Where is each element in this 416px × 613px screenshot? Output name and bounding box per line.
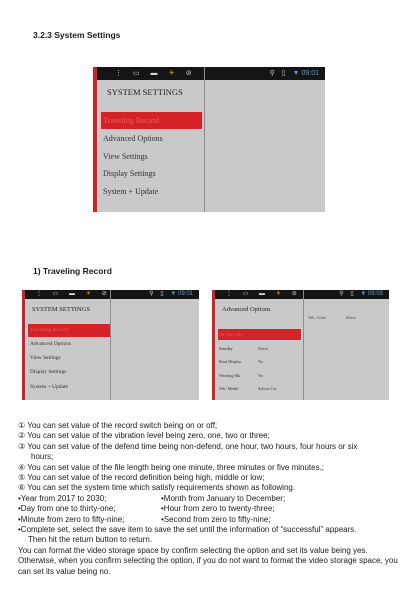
option-all-video-rec[interactable]: All Video Rec [218,329,257,340]
menu-item-system-update[interactable]: System + Update [30,384,68,390]
menu-title: SYSTEM SETTINGS [32,306,90,313]
section-title: 3.2.3 System Settings [33,30,121,40]
option-veh-model-value: Saloon Car [258,386,277,391]
menu-item-advanced-options[interactable]: Advanced Options [30,341,72,347]
status-bar [93,67,325,80]
window-icon: ▭ [52,291,59,297]
no-entry-icon: ⊘ [185,70,192,77]
day-range: •Day from one to thirty-one; [18,504,116,514]
option-veh-model[interactable]: Veh. Model [219,386,239,391]
menu-item-view-settings[interactable]: View Settings [30,355,61,361]
time-range-row [18,515,398,525]
menu-dots-icon: ⋮ [115,70,122,77]
second-range: •Second from zero to fifty-nine; [161,514,271,524]
location-icon: ⚲ [339,291,344,297]
wifi-icon: ▼ [360,291,367,297]
menu-item-display-settings[interactable]: Display Settings [103,169,156,178]
menu-item-system-update[interactable]: System + Update [103,187,159,196]
option-boot-display[interactable]: Boot Display [219,359,242,364]
location-icon: ⚲ [269,70,275,77]
system-settings-screenshot [93,67,325,212]
menu-title: Advanced Options [222,306,271,313]
no-entry-icon: ⊘ [291,291,297,297]
option-standby[interactable]: Standby [219,346,233,351]
accent-bar [22,290,25,400]
status-bar [212,290,389,299]
hour-range: •Hour from zero to twenty-three; [161,504,275,514]
status-time: 09:03 [367,291,383,297]
time-range-row [18,494,398,504]
instruction-file-length: ④ You can set value of the file length being one minute, three minutes or five minutes.; [18,462,325,472]
window-icon: ▭ [132,70,140,77]
advanced-options-screenshot [212,290,389,400]
menu-item-traveling-record[interactable]: Traveling Record [28,324,110,337]
instructions [18,421,398,577]
instruction-defend-time: ③ You can set value of the defend time being non-defend, one hour, two hours, four hours or six [18,441,358,451]
sun-icon: ☀ [168,70,175,77]
battery-icon: ▯ [160,291,164,297]
instruction-vibration-level: ② You can set value of the vibration level being zero, one, two or three; [18,431,270,441]
no-entry-icon: ⊘ [101,291,107,297]
instruction-defend-time-cont: hours; [31,452,54,462]
instruction-record-switch: ① You can set value of the record switch being on or off; [18,421,218,430]
subsection-title: 1) Traveling Record [33,266,112,276]
veh-color-value: Silver [346,315,357,320]
menu-title: SYSTEM SETTINGS [107,87,183,97]
menu-dots-icon: ⋮ [226,291,232,297]
selected-value-box[interactable] [256,329,301,340]
menu-item-advanced-options[interactable]: Advanced Options [103,134,163,143]
window-icon: ▭ [242,291,249,297]
menu-dots-icon: ⋮ [36,291,42,297]
panel-divider [204,67,205,212]
location-icon: ⚲ [149,291,154,297]
status-time: 09:01 [301,70,319,77]
wifi-icon: ▼ [170,291,177,297]
panel-divider [110,290,111,400]
accent-bar [93,67,97,212]
menu-item-view-settings[interactable]: View Settings [103,152,148,161]
instruction-format-storage: You can format the video storage space by confirm selecting the option and set its value being yes. Otherwise, when you confirm selecting the option, if you do not want to format the video storage space, you can set its value being no. [18,545,398,576]
sun-icon: ☀ [85,291,92,297]
status-time: 09:01 [177,291,193,297]
traveling-record-screenshot [22,290,199,400]
image-icon: ▬ [69,291,76,297]
time-range-row [18,504,398,514]
accent-bar [212,290,215,400]
option-standby-value: Never [258,346,269,351]
wifi-icon: ▼ [292,70,300,77]
battery-icon: ▯ [350,291,354,297]
menu-item-traveling-record[interactable]: Traveling Record [101,112,202,129]
instruction-record-definition: ⑤ You can set value of the record definition being high, middle or low; [18,473,265,483]
option-boot-display-value: No [258,359,264,364]
battery-icon: ▯ [281,70,286,77]
month-range: •Month from January to December; [161,493,286,503]
menu-item-display-settings[interactable]: Display Settings [30,369,67,375]
instruction-system-time: ⑥ You can set the system time which satisfy requirements shown as following. [18,483,296,493]
instruction-complete-set-cont: Then hit the return button to return. [28,535,153,545]
image-icon: ▬ [259,291,266,297]
sun-icon: ☀ [275,291,282,297]
image-icon: ▬ [150,70,158,77]
year-range: •Year from 2017 to 2030; [18,493,107,503]
veh-color-label: Veh. Color [308,315,327,320]
minute-range: •Minute from zero to fifty-nine; [18,514,125,524]
option-warning-mu-value: No [258,373,264,378]
instruction-complete-set: •Complete set, select the save item to save the set until the information of “successful” appears. [18,525,357,535]
option-warning-mu[interactable]: Warning Mu [219,373,241,378]
panel-divider [303,290,304,400]
